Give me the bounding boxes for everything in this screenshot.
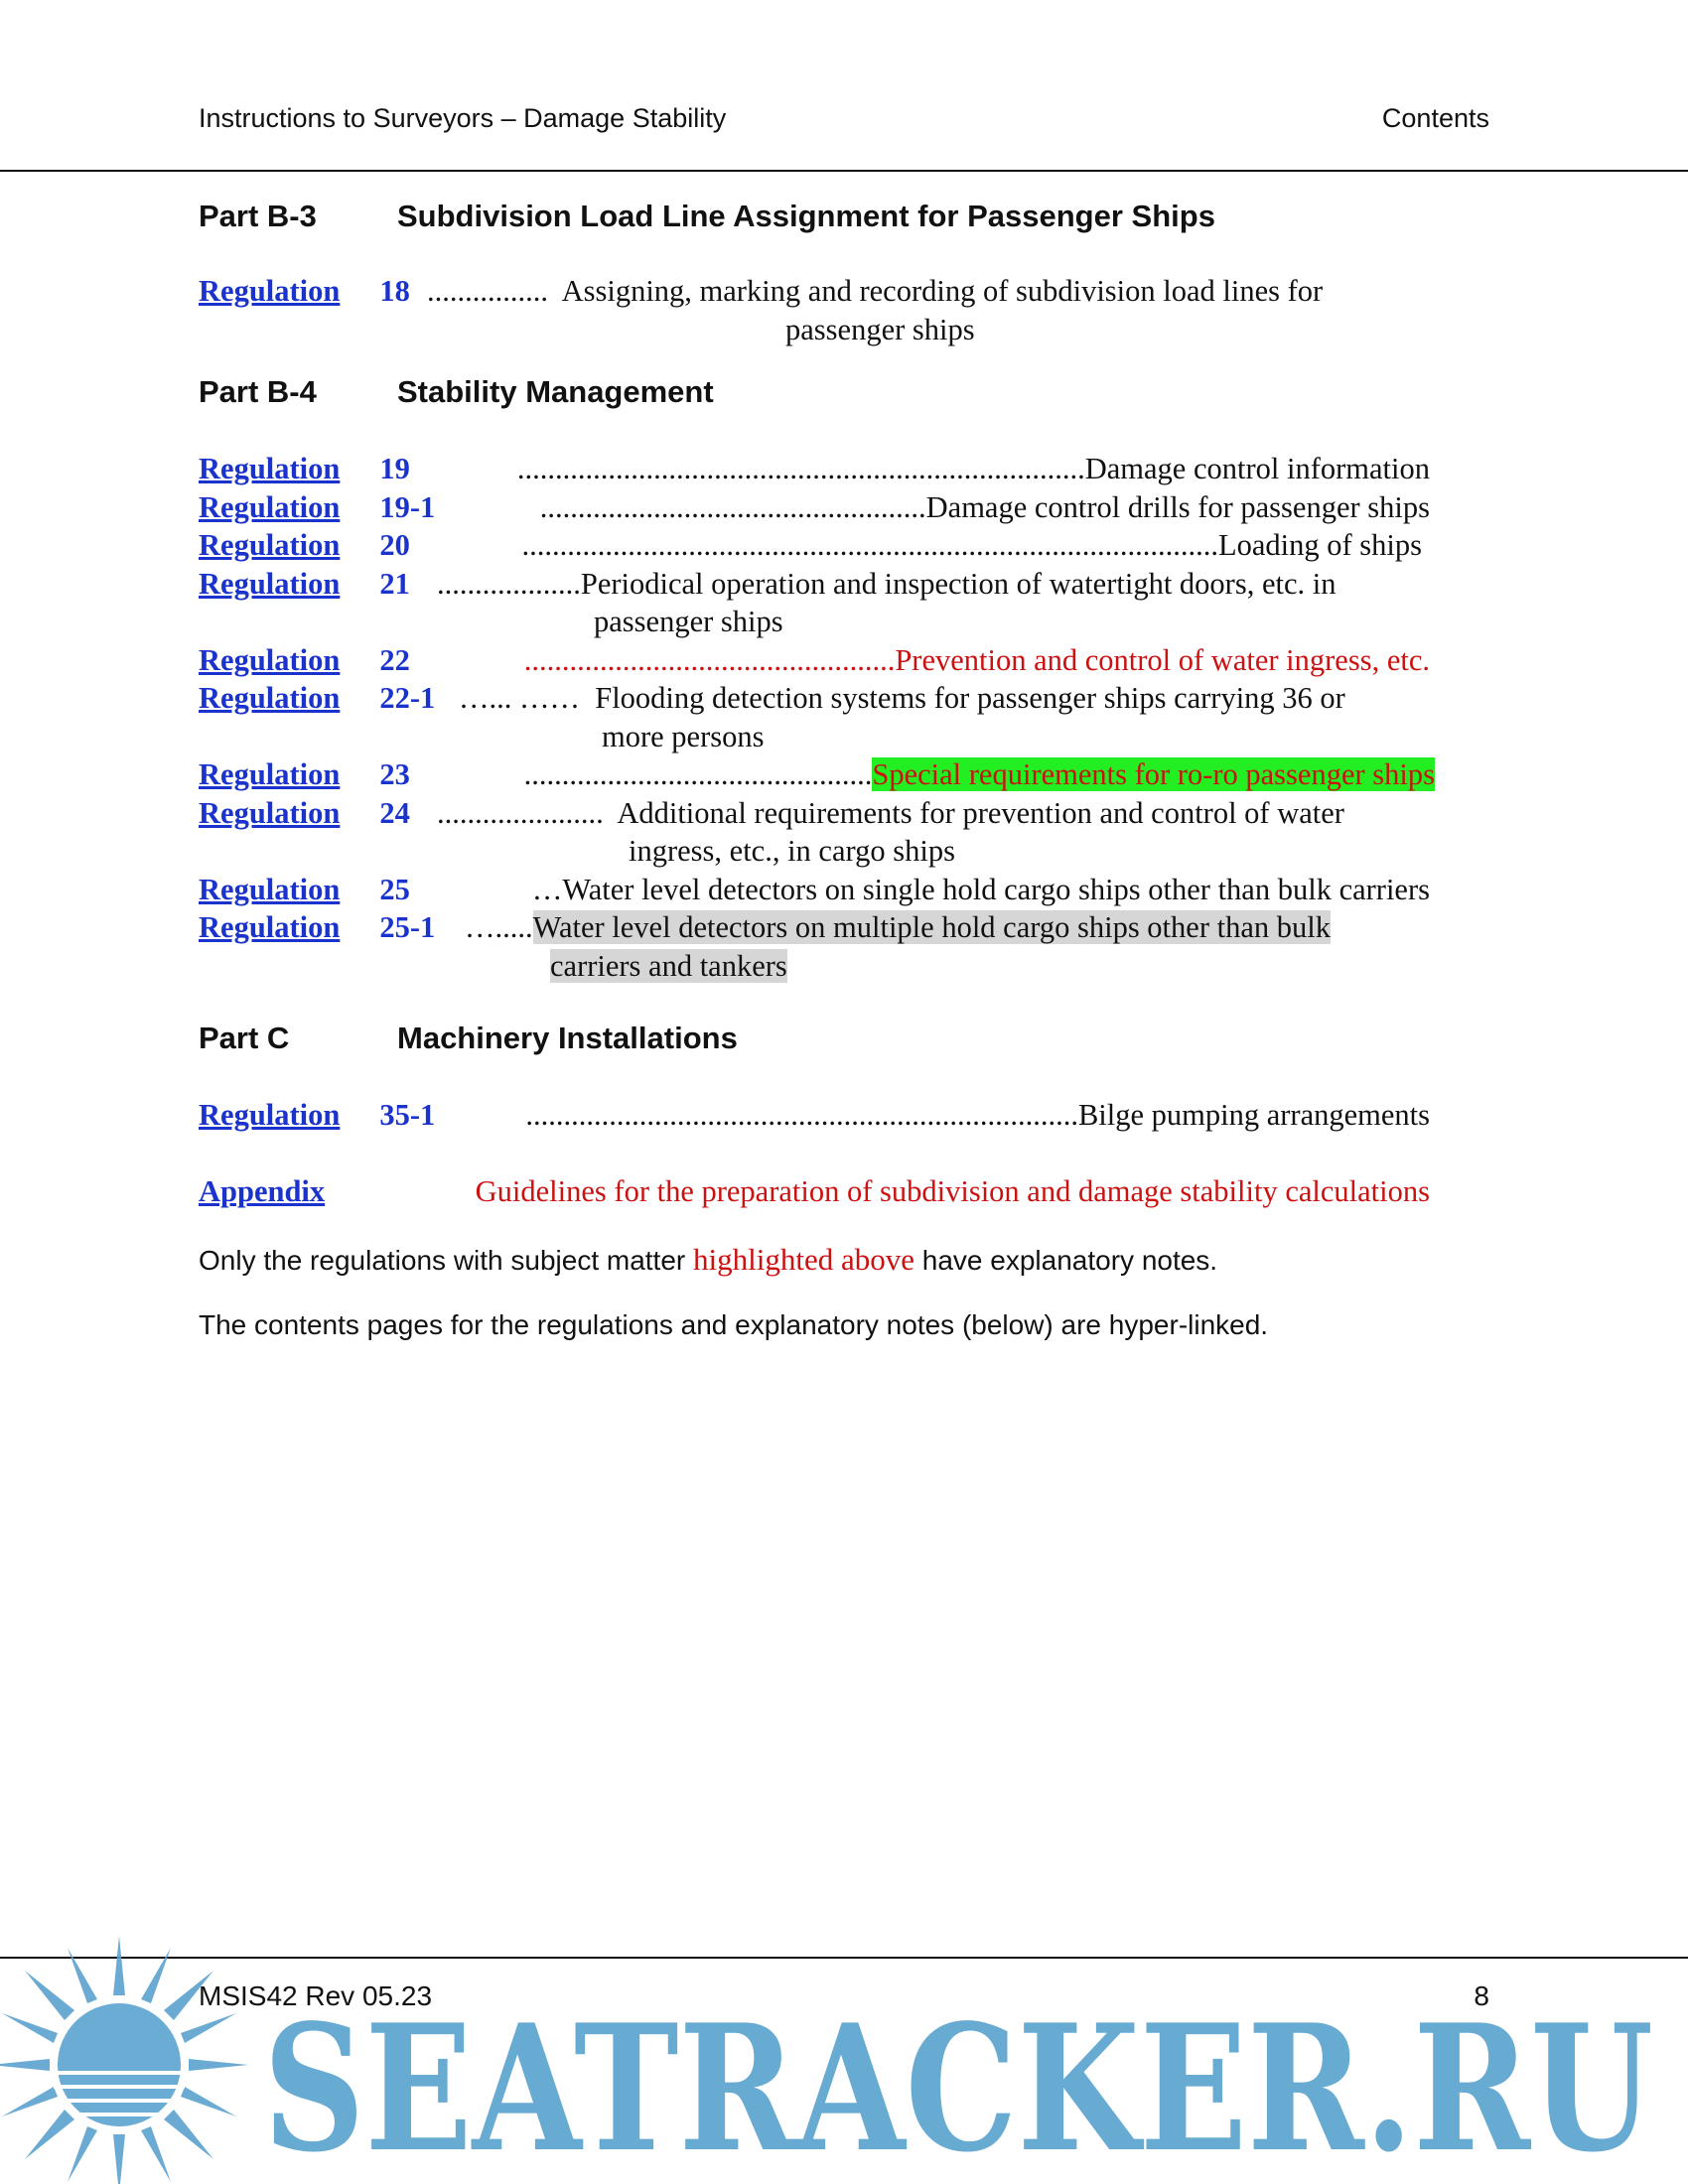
part-heading-b4	[199, 374, 1430, 422]
header-document-title: Instructions to Surveyors – Damage Stability	[199, 103, 727, 133]
regulation-title: Additional requirements for prevention and control of water	[617, 795, 1344, 830]
regulation-link-24[interactable]: Regulation 24	[199, 795, 410, 830]
regulation-link-35-1[interactable]: Regulation 35-1	[199, 1098, 436, 1132]
regulation-link-25-1[interactable]: Regulation 25-1	[199, 910, 436, 944]
part-title: Subdivision Load Line Assignment for Passenger Ships	[397, 199, 1215, 233]
part-number: Part B-3	[199, 199, 317, 233]
explanatory-note: Only the regulations with subject matter highlighted above have explanatory notes.	[199, 1242, 1218, 1277]
regulation-title: Bilge pumping arrangements	[1077, 1098, 1430, 1132]
regulation-title-continued: passenger ships	[785, 312, 975, 346]
regulation-entry-18: Regulation 18 ................ Assigning, marking and recording of subdivision load lines for passenger ships	[199, 272, 1430, 348]
page-header	[199, 95, 1489, 145]
part-heading-b3	[199, 199, 1430, 246]
regulation-link-25[interactable]: Regulation 25	[199, 872, 410, 906]
regulation-title-highlighted: Water level detectors on multiple hold cargo ships other than bulk	[532, 910, 1331, 944]
watermark-logo	[0, 1936, 1688, 2184]
page-number: 8	[1474, 1980, 1489, 2011]
contents-body	[199, 195, 1435, 1341]
regulation-entry-19: Regulation 19 ...........................................................................Damage control information	[199, 450, 1430, 488]
regulation-entry-22-1: Regulation 22-1 …... …… Flooding detection systems for passenger ships carrying 36 or more persons	[199, 679, 1430, 755]
header-rule	[0, 170, 1688, 172]
part-title: Stability Management	[397, 374, 714, 409]
regulation-title-highlighted: Special requirements for ro-ro passenger ships	[872, 757, 1435, 791]
regulation-entry-35-1: Regulation 35-1 .........................................................................Bilge pumping arrangements	[199, 1096, 1430, 1135]
regulation-entry-20: Regulation 20 ............................................................................................Loading of ships	[199, 526, 1430, 565]
regulation-title: Damage control information	[1084, 452, 1430, 485]
regulation-link-19-1[interactable]: Regulation 19-1	[199, 489, 436, 524]
regulation-title: Damage control drills for passenger ships	[925, 489, 1430, 524]
regulation-entry-24: Regulation 24 ...................... Additional requirements for prevention and control of water ingress, etc., in cargo ships	[199, 794, 1430, 871]
regulation-entry-25: Regulation 25 …Water level detectors on single hold cargo ships other than bulk carriers	[199, 871, 1430, 909]
part-number: Part C	[199, 1021, 290, 1055]
footer-document-revision: MSIS42 Rev 05.23	[199, 1980, 433, 2011]
regulation-link-22-1[interactable]: Regulation 22-1	[199, 681, 436, 715]
regulation-title: Flooding detection systems for passenger ships carrying 36 or	[595, 681, 1345, 715]
appendix-link[interactable]: Appendix	[199, 1173, 326, 1208]
regulation-entry-19-1: Regulation 19-1 ...................................................Damage control drills for passenger ships	[199, 488, 1430, 527]
sun-burst-icon	[0, 1936, 248, 2184]
regulation-title-continued: ingress, etc., in cargo ships	[629, 834, 955, 868]
regulation-title-continued: more persons	[602, 719, 765, 753]
regulation-title-continued: passenger ships	[594, 605, 783, 638]
regulation-title-continued: carriers and tankers	[550, 948, 787, 983]
regulation-title: Water level detectors on single hold cargo ships other than bulk carriers	[562, 872, 1430, 906]
watermark-text: SEATRACKER.RU	[263, 1987, 1653, 2184]
regulation-link-18[interactable]: Regulation 18	[199, 274, 410, 308]
regulation-link-22[interactable]: Regulation 22	[199, 642, 410, 677]
regulation-title: Loading of ships	[1217, 528, 1422, 562]
regulation-title-highlighted: Prevention and control of water ingress, etc.	[895, 642, 1430, 677]
regulation-link-23[interactable]: Regulation 23	[199, 757, 410, 791]
note-highlight: highlighted above	[693, 1242, 914, 1277]
part-heading-c	[199, 1021, 1430, 1068]
regulation-link-19[interactable]: Regulation 19	[199, 452, 410, 485]
appendix-title: Guidelines for the preparation of subdivision and damage stability calculations	[475, 1173, 1430, 1208]
regulation-link-20[interactable]: Regulation 20	[199, 528, 410, 562]
regulation-entry-25-1: Regulation 25-1 ….....Water level detectors on multiple hold cargo ships other than bulk carriers and tankers	[199, 910, 1331, 983]
regulation-entry-22: Regulation 22 .................................................Prevention and control of water ingress, etc.	[199, 641, 1430, 680]
part-title: Machinery Installations	[397, 1021, 738, 1055]
part-number: Part B-4	[199, 374, 317, 409]
header-section-title: Contents	[1381, 103, 1489, 133]
regulation-link-21[interactable]: Regulation 21	[199, 566, 410, 601]
regulation-title: Assigning, marking and recording of subdivision load lines for	[561, 274, 1324, 308]
regulation-entry-21: Regulation 21 ...................Periodical operation and inspection of watertight doors, etc. in passenger ships	[199, 565, 1430, 641]
appendix-entry	[199, 1172, 1430, 1211]
regulation-entry-23: Regulation 23 ..............................................Special requirements for ro-ro passenger ships	[199, 755, 1430, 794]
regulation-title: Periodical operation and inspection of watertight doors, etc. in	[580, 566, 1336, 601]
hyperlink-note: The contents pages for the regulations and explanatory notes (below) are hyper-linked.	[199, 1309, 1269, 1340]
